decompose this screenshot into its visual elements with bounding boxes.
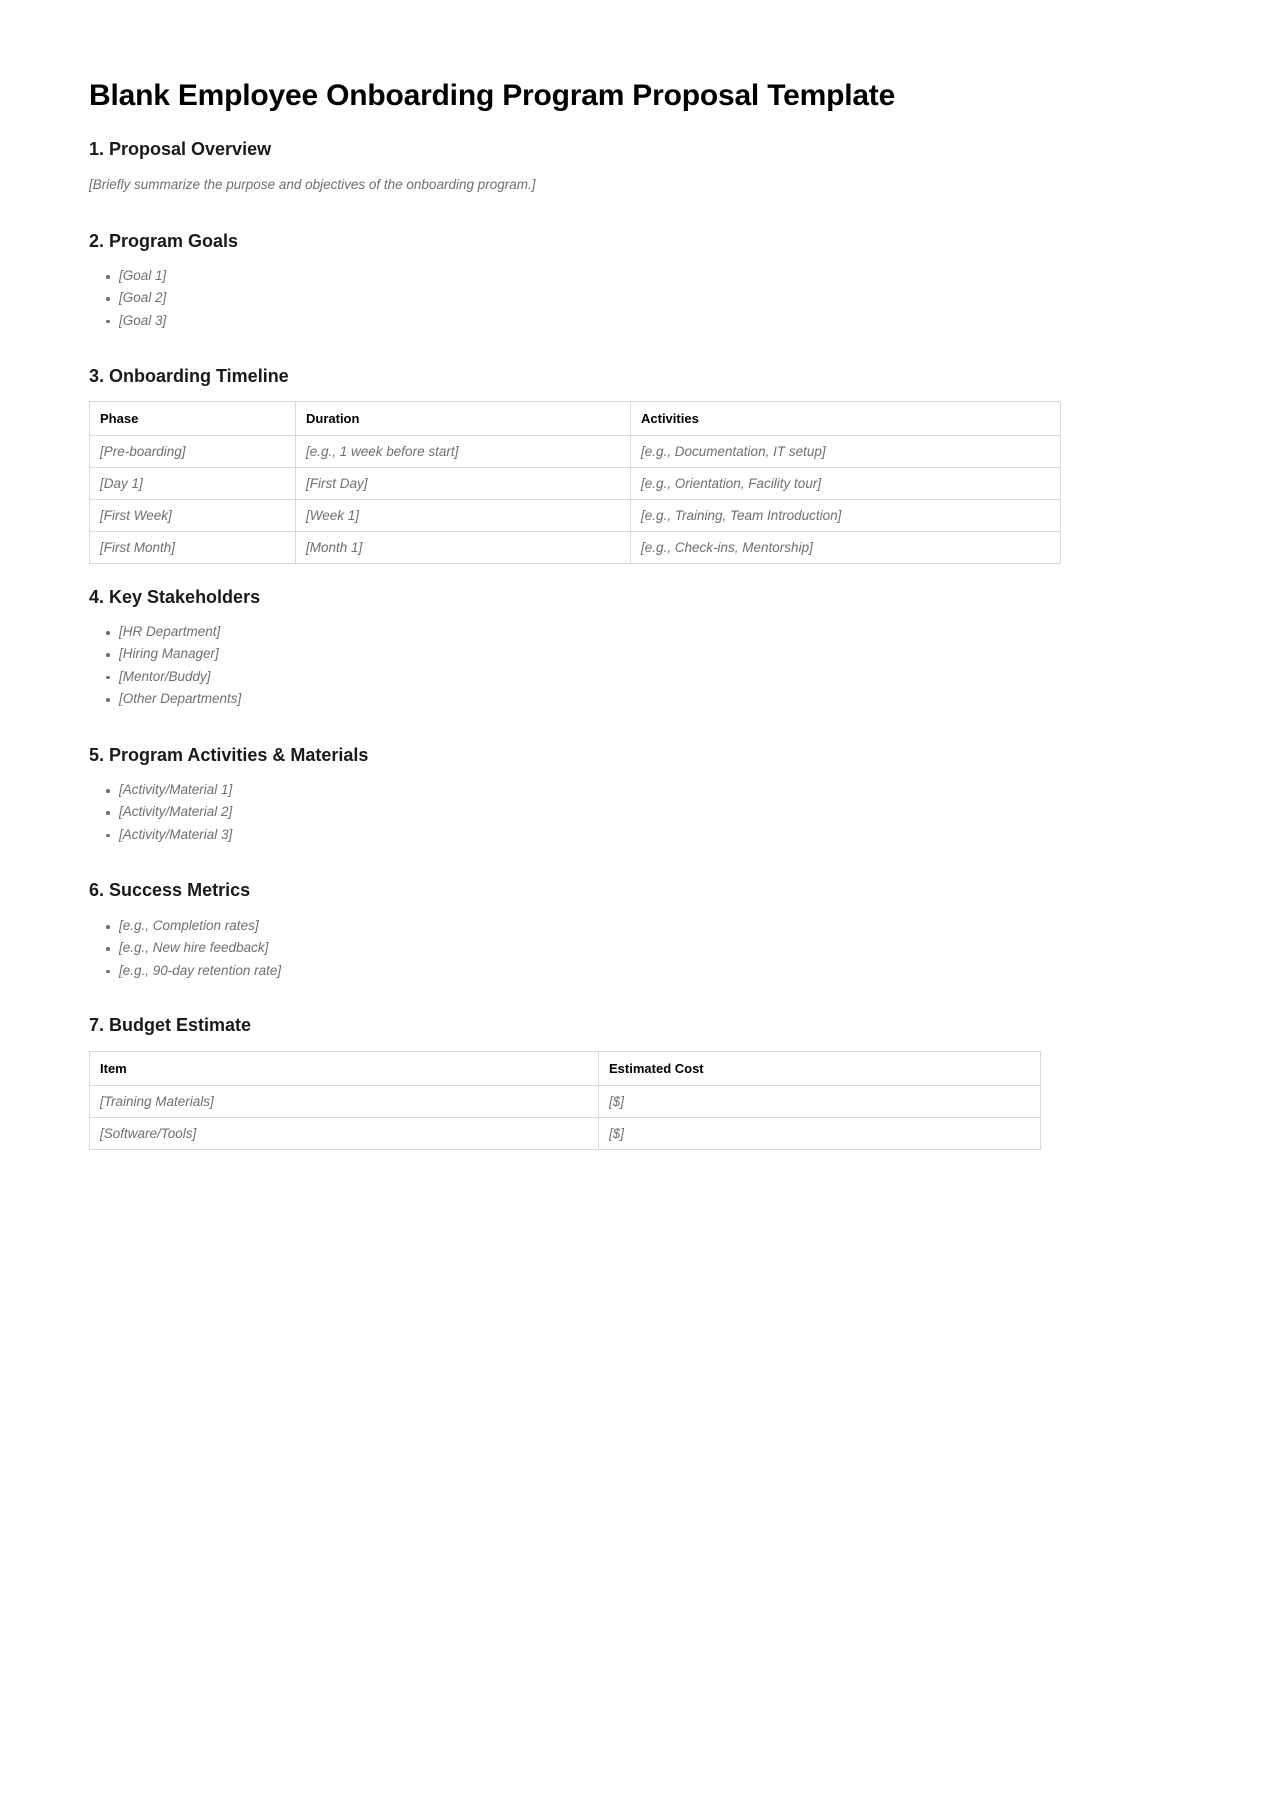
section-heading-success-metrics: 6. Success Metrics	[89, 880, 251, 900]
table-cell: [e.g., Documentation, IT setup]	[631, 436, 1061, 468]
budget-estimate-table	[89, 1051, 1041, 1150]
section-heading-onboarding-timeline: 3. Onboarding Timeline	[89, 366, 289, 386]
section-heading-proposal-overview: 1. Proposal Overview	[89, 139, 272, 159]
onboarding-timeline-table	[89, 401, 1061, 564]
program-activities-list	[89, 779, 232, 846]
table-cell: [Week 1]	[296, 500, 631, 532]
table-cell: [Day 1]	[90, 468, 296, 500]
table-row	[90, 1086, 1041, 1118]
section-heading-budget-estimate: 7. Budget Estimate	[89, 1015, 252, 1035]
table-row	[90, 436, 1061, 468]
table-cell: [e.g., Orientation, Facility tour]	[631, 468, 1061, 500]
column-header-duration: Duration	[296, 402, 631, 436]
column-header-activities: Activities	[631, 402, 1061, 436]
table-cell: [Software/Tools]	[90, 1118, 599, 1150]
list-item: [Mentor/Buddy]	[89, 666, 241, 688]
list-item: [Activity/Material 2]	[89, 801, 232, 823]
table-cell: [e.g., Check-ins, Mentorship]	[631, 532, 1061, 564]
table-cell: [e.g., 1 week before start]	[296, 436, 631, 468]
list-item: [Hiring Manager]	[89, 643, 241, 665]
table-cell: [e.g., Training, Team Introduction]	[631, 500, 1061, 532]
key-stakeholders-list	[89, 621, 241, 711]
section-heading-program-activities: 5. Program Activities & Materials	[89, 745, 369, 765]
table-row	[90, 468, 1061, 500]
list-item: [e.g., New hire feedback]	[89, 937, 281, 959]
table-cell: [First Day]	[296, 468, 631, 500]
table-row	[90, 1118, 1041, 1150]
list-item: [Goal 3]	[89, 310, 166, 332]
list-item: [Activity/Material 3]	[89, 824, 232, 846]
section-heading-key-stakeholders: 4. Key Stakeholders	[89, 587, 261, 607]
column-header-phase: Phase	[90, 402, 296, 436]
list-item: [Goal 2]	[89, 287, 166, 309]
list-item: [e.g., 90-day retention rate]	[89, 960, 281, 982]
table-header-row	[90, 1052, 1041, 1086]
success-metrics-list	[89, 915, 281, 982]
table-row	[90, 500, 1061, 532]
section-heading-program-goals: 2. Program Goals	[89, 231, 239, 251]
table-cell: [$]	[599, 1086, 1041, 1118]
table-cell: [Month 1]	[296, 532, 631, 564]
proposal-overview-text: [Briefly summarize the purpose and objectives of the onboarding program.]	[89, 177, 536, 192]
program-goals-list	[89, 265, 166, 332]
table-row	[90, 532, 1061, 564]
table-cell: [$]	[599, 1118, 1041, 1150]
table-header-row	[90, 402, 1061, 436]
list-item: [Other Departments]	[89, 688, 241, 710]
table-cell: [First Month]	[90, 532, 296, 564]
column-header-item: Item	[90, 1052, 599, 1086]
list-item: [Activity/Material 1]	[89, 779, 232, 801]
page-title: Blank Employee Onboarding Program Proposal Template	[89, 79, 896, 112]
table-cell: [Training Materials]	[90, 1086, 599, 1118]
column-header-estimated-cost: Estimated Cost	[599, 1052, 1041, 1086]
list-item: [Goal 1]	[89, 265, 166, 287]
list-item: [e.g., Completion rates]	[89, 915, 281, 937]
table-cell: [Pre-boarding]	[90, 436, 296, 468]
table-cell: [First Week]	[90, 500, 296, 532]
list-item: [HR Department]	[89, 621, 241, 643]
